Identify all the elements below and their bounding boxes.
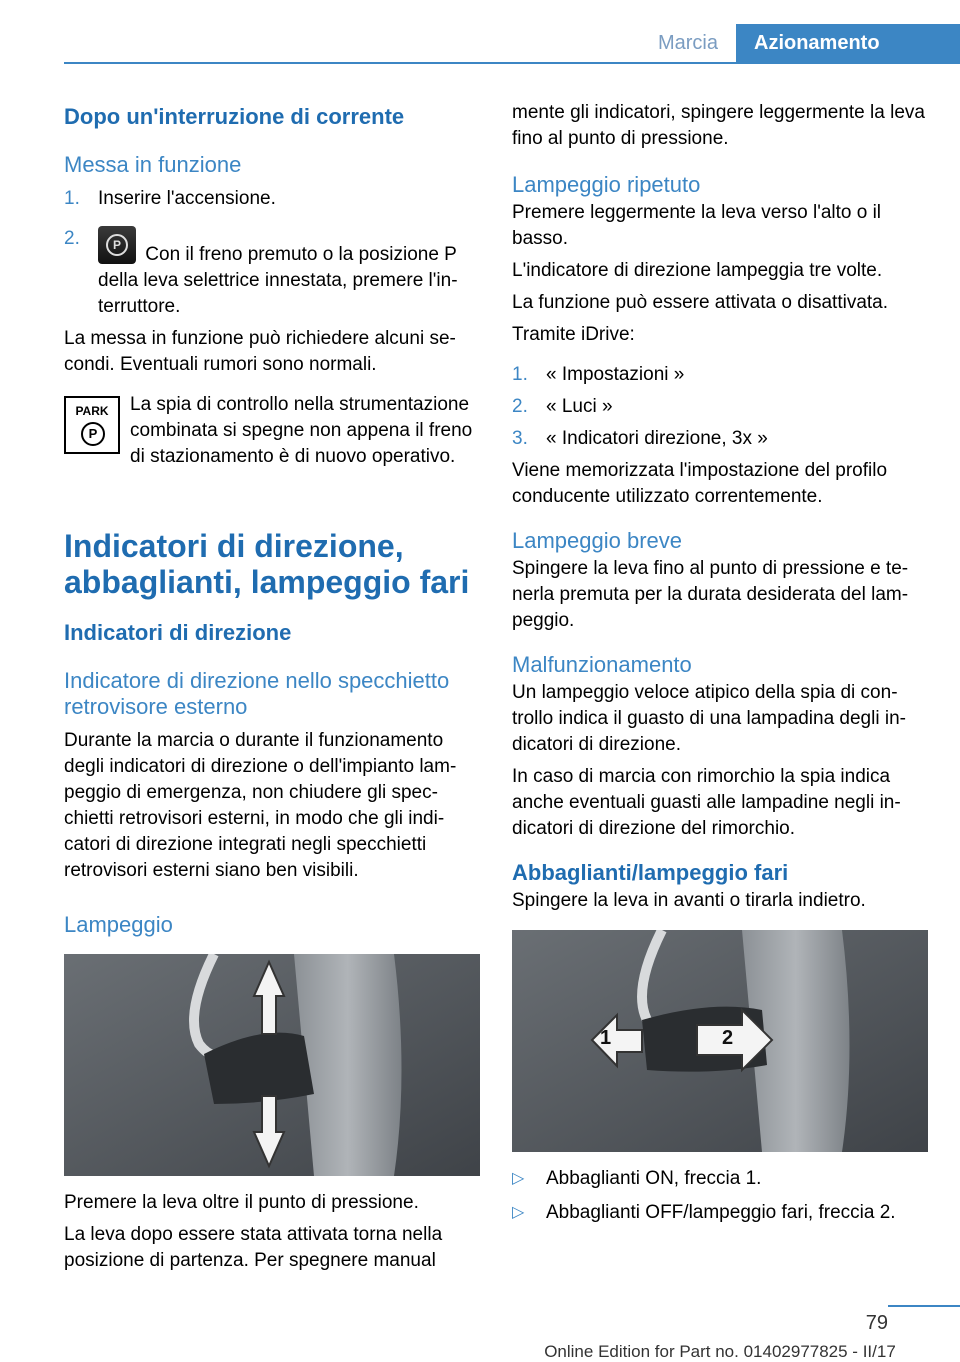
paragraph-repeat-2: L'indicatore di direzione lampeggia tre volte.: [512, 260, 883, 281]
paragraph-mirror: Durante la marcia o durante il funzionamento degli indicatori di direzione o dell'impianto lampeggio di emergenza, non chiudere gli specchietti retrovisori esterni, in modo che gli indicatori di direzione integrati negli specchietti retrovisori esterni siano ben visibili.: [64, 730, 457, 881]
section-title-turn-signals: Indicatori di direzione, abbaglianti, lampeggio fari: [64, 528, 470, 600]
paragraph-malfunction-2: In caso di marcia con rimorchio la spia indica anche eventuali guasti alle lampadine negli indicatori di direzione del rimorchio.: [512, 766, 901, 839]
paragraph-high-beams: Spingere la leva in avanti o tirarla indietro.: [512, 890, 866, 911]
lever-illustration: [512, 930, 928, 1152]
heading-brief-flash: Lampeggio breve: [512, 528, 683, 553]
parking-brake-button-icon: P: [98, 226, 136, 264]
list-item: [512, 426, 928, 452]
park-label: PARK: [75, 404, 109, 418]
header-chapter-tab[interactable]: Azionamento: [736, 24, 960, 64]
step-text: Inserire l'accensione.: [98, 188, 276, 209]
paragraph-seconds: La messa in funzione può richiedere alcuni secondi. Eventuali rumori sono normali.: [64, 328, 456, 375]
park-brake-indicator-icon: [64, 396, 120, 454]
heading-commissioning: Messa in funzione: [64, 152, 242, 177]
heading-malfunction: Malfunzionamento: [512, 652, 692, 677]
paragraph-brief: Spingere la leva fino al punto di pressione e tenerla premuta per la durata desiderata del lampeggio.: [512, 558, 909, 631]
list-item: [64, 226, 480, 320]
list-item: [512, 1200, 928, 1226]
step-number: 3.: [512, 428, 528, 449]
heading-turn-signals: Indicatori di direzione: [64, 620, 292, 645]
step-number: 2.: [512, 396, 528, 417]
step-text: Con il freno premuto o la posizione P della leva selettrice innestata, premere l'interruttore.: [98, 244, 458, 317]
footer-rule: [888, 1305, 960, 1307]
park-symbol: P: [81, 422, 105, 446]
lever-forward-back-figure: [512, 930, 928, 1152]
paragraph-malfunction-1: Un lampeggio veloce atipico della spia di controllo indica il guasto di una lampadina degli indicatori di direzione.: [512, 682, 906, 755]
step-number: 1.: [512, 364, 528, 385]
lever-up-down-figure: [64, 954, 480, 1176]
paragraph-press: Premere la leva oltre il punto di pressione.: [64, 1192, 419, 1213]
triangle-bullet-icon: ▷: [512, 1170, 525, 1187]
menu-path-item: « Indicatori direzione, 3x »: [546, 428, 768, 449]
list-item: [64, 186, 480, 212]
heading-flashing: Lampeggio: [64, 912, 173, 937]
paragraph-idrive: Tramite iDrive:: [512, 324, 635, 345]
page-number: 79: [865, 1312, 888, 1334]
arrow-2-label: 2: [722, 1027, 734, 1049]
paragraph-repeat-3: La funzione può essere attivata o disattivata.: [512, 292, 889, 313]
paragraph-continuation: mente gli indicatori, spingere leggermente la leva fino al punto di pressione.: [512, 102, 925, 149]
heading-repeat-flash: Lampeggio ripetuto: [512, 172, 701, 197]
header-section-label[interactable]: Marcia: [657, 32, 718, 54]
edition-footer: Online Edition for Part no. 01402977825 - II/17: [544, 1342, 896, 1361]
arrow-1-label: 1: [600, 1027, 612, 1049]
paragraph-repeat-1: Premere leggermente la leva verso l'alto o il basso.: [512, 202, 882, 249]
heading-mirror-indicator: Indicatore di direzione nello specchietto retrovisore esterno: [64, 668, 450, 719]
left-column: [64, 100, 480, 1280]
high-beam-bullets: [512, 1166, 928, 1226]
paragraph-profile: Viene memorizzata l'impostazione del profilo conducente utilizzato correntemente.: [512, 460, 888, 507]
list-item: [512, 394, 928, 420]
heading-high-beams: Abbaglianti/lampeggio fari: [512, 860, 789, 885]
step-number: 2.: [64, 228, 80, 249]
idrive-steps: [512, 362, 928, 452]
list-item: [512, 362, 928, 388]
bullet-text: Abbaglianti OFF/lampeggio fari, freccia 2.: [546, 1202, 896, 1223]
step-number: 1.: [64, 188, 80, 209]
list-item: [512, 1166, 928, 1192]
bullet-text: Abbaglianti ON, freccia 1.: [546, 1168, 762, 1189]
lever-illustration: [64, 954, 480, 1176]
right-column: [512, 100, 928, 1234]
menu-path-item: « Luci »: [546, 396, 613, 417]
triangle-bullet-icon: ▷: [512, 1204, 525, 1221]
commissioning-steps: [64, 186, 480, 320]
paragraph-indicator: La spia di controllo nella strumentazione combinata si spegne non appena il freno di stazionamento è di nuovo operativo.: [130, 394, 473, 467]
paragraph-return: La leva dopo essere stata attivata torna nella posizione di partenza. Per spegnere manual: [64, 1224, 443, 1271]
heading-power-interruption: Dopo un'interruzione di corrente: [64, 104, 405, 129]
park-indicator-block: [64, 392, 480, 476]
menu-path-item: « Impostazioni »: [546, 364, 685, 385]
